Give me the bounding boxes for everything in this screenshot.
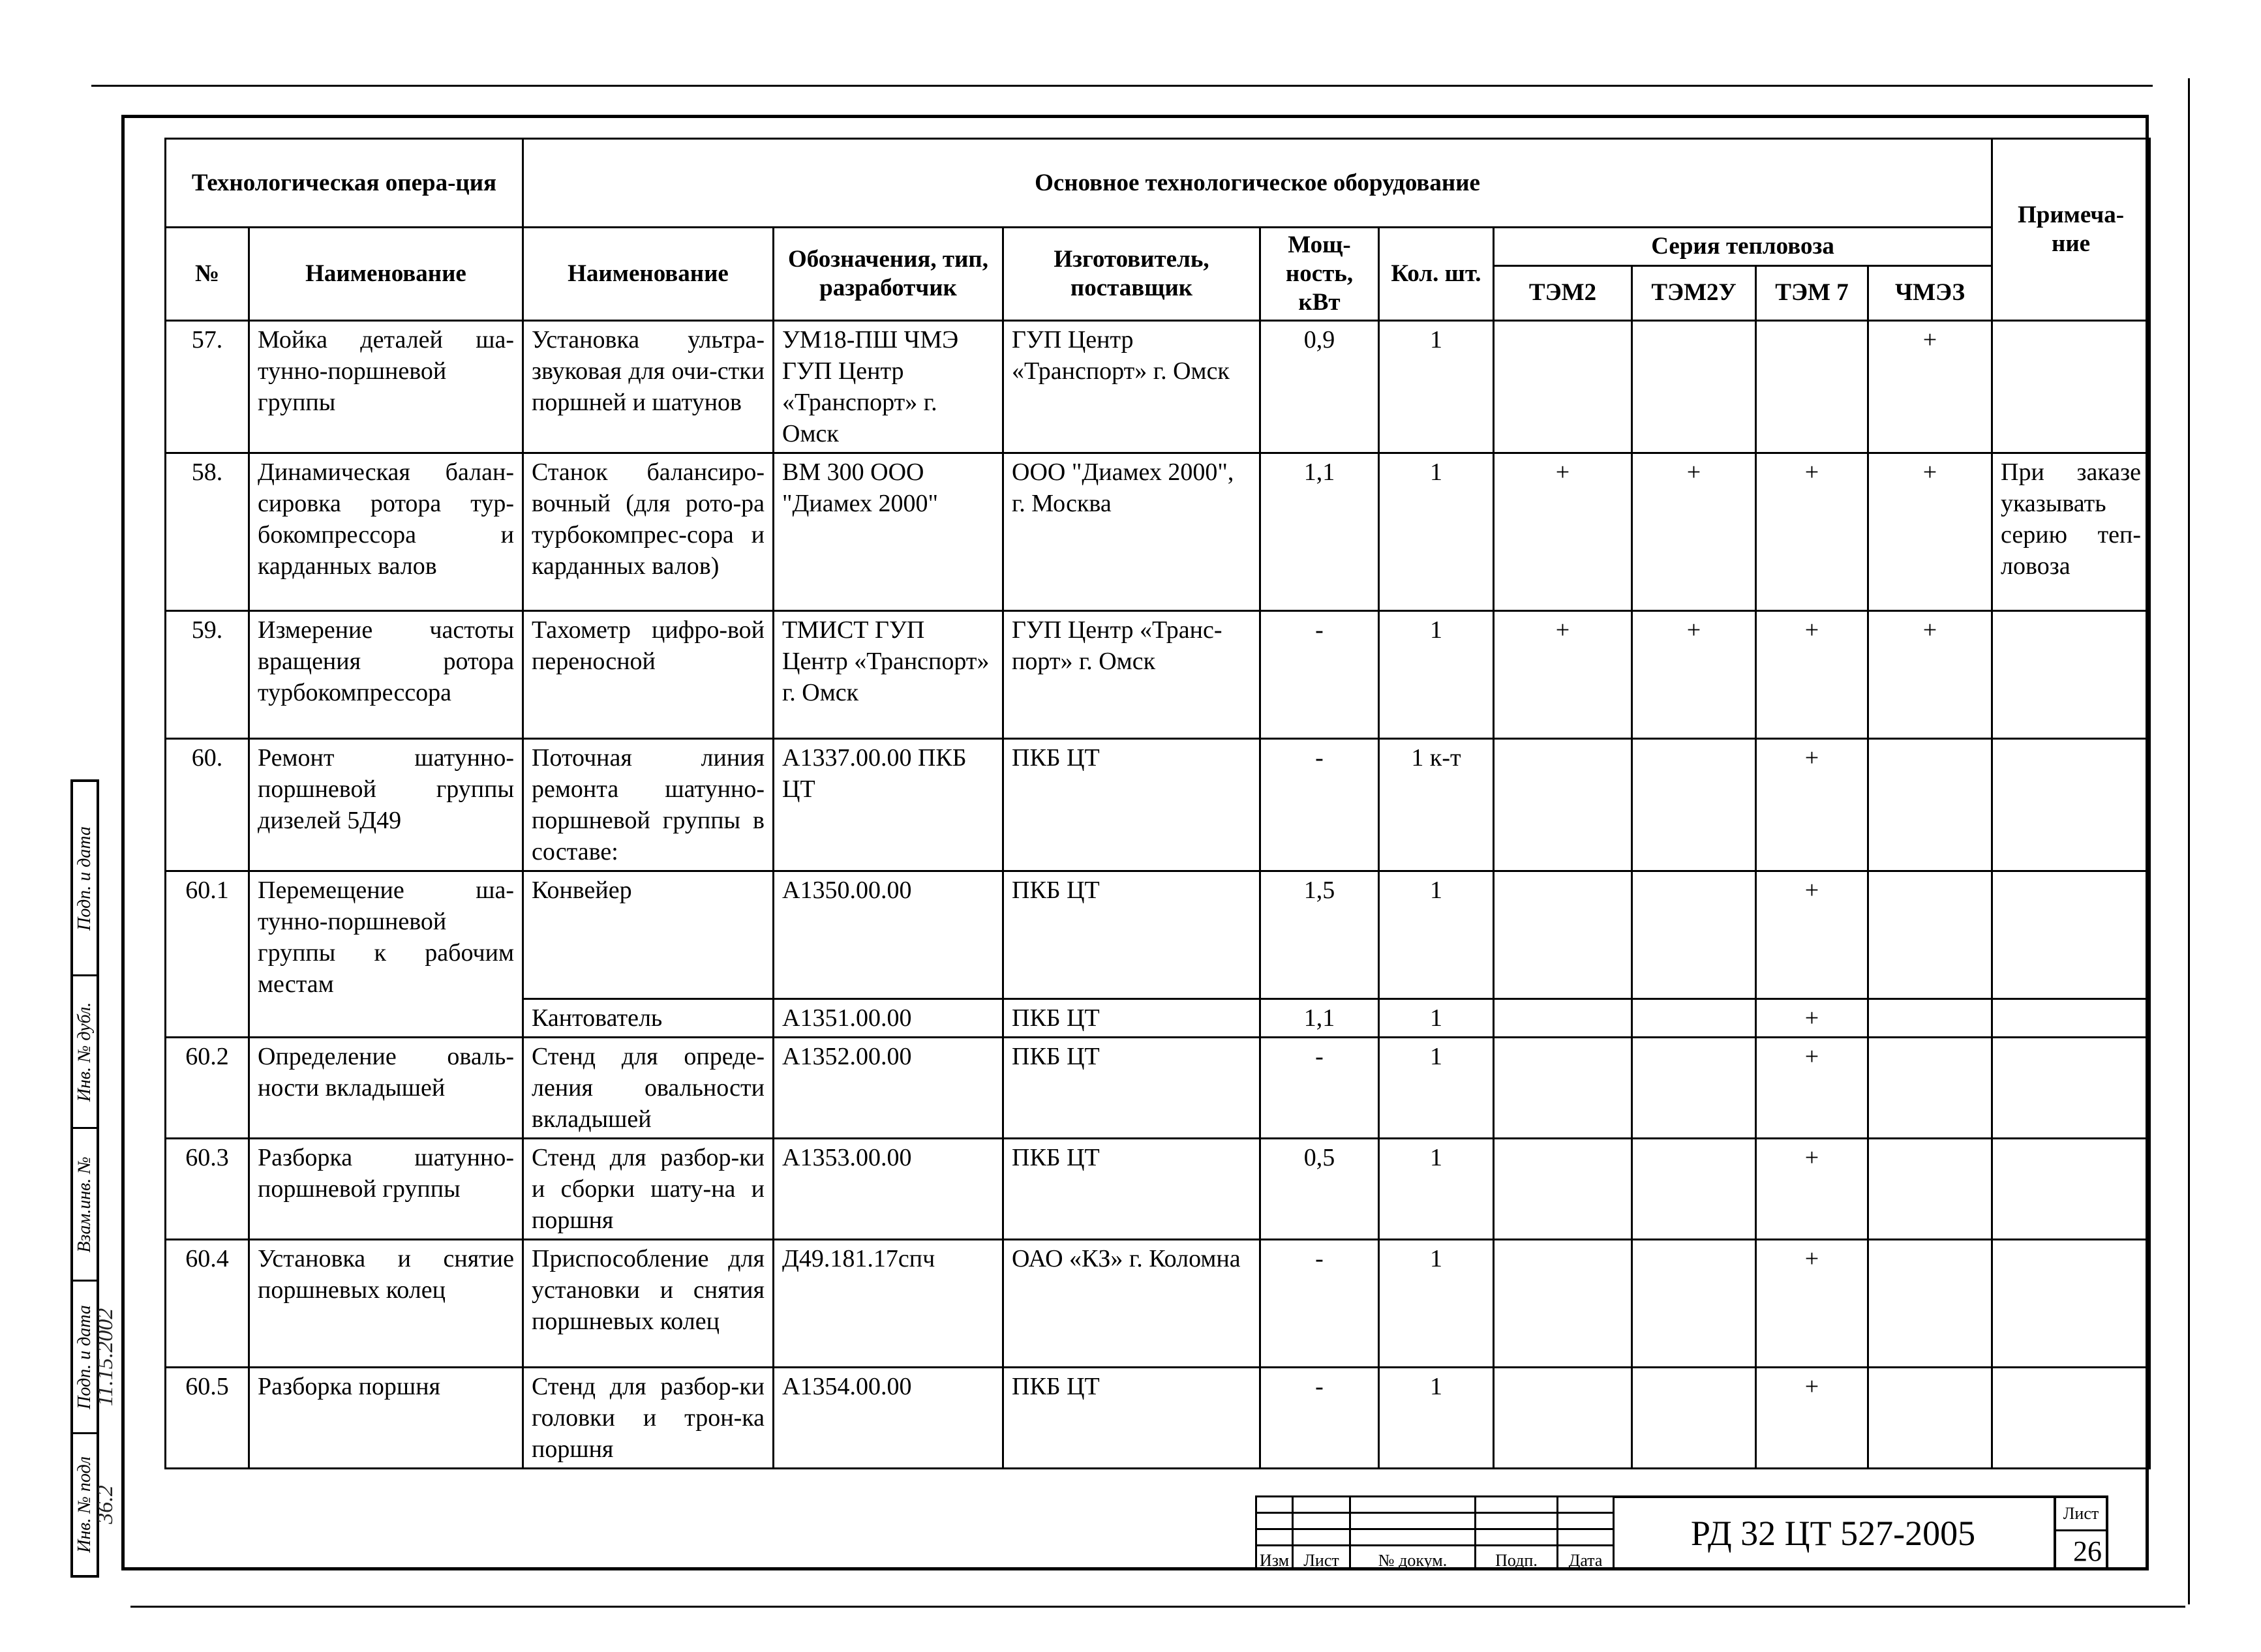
row-chme3	[1868, 1240, 1992, 1368]
row-tem2: +	[1494, 453, 1632, 611]
row-operation: Динамическая балан-сировка ротора тур-бокомпрессора и карданных валов	[249, 453, 523, 611]
row-chme3	[1868, 999, 1992, 1038]
row-qty: 1	[1379, 1240, 1494, 1368]
row-num: 58.	[166, 453, 249, 611]
row-num: 60.5	[166, 1368, 249, 1469]
row-tem7: +	[1756, 1368, 1868, 1469]
row-note	[1992, 999, 2150, 1038]
row-power: -	[1260, 739, 1379, 871]
row-designation: А1350.00.00	[774, 871, 1003, 999]
row-num: 60.1	[166, 871, 249, 1038]
row-num: 57.	[166, 321, 249, 453]
row-tem2	[1494, 871, 1632, 999]
row-power: 0,9	[1260, 321, 1379, 453]
row-equipment: Стенд для разбор-ки головки и трон-ка поршня	[523, 1368, 774, 1469]
row-tem7: +	[1756, 1139, 1868, 1240]
title-block	[1255, 1495, 2149, 1570]
row-tem2u	[1632, 999, 1756, 1038]
header-note: Примеча-ние	[1992, 139, 2150, 321]
tb-doc-label: № докум.	[1350, 1545, 1476, 1569]
row-tem7: +	[1756, 1038, 1868, 1139]
row-note: При заказе указывать серию теп-ловоза	[1992, 453, 2150, 611]
row-power: -	[1260, 1368, 1379, 1469]
header-series: Серия тепловоза	[1494, 228, 1992, 266]
row-tem2	[1494, 1139, 1632, 1240]
side-label-sign-date-1: Подп. и дата	[74, 826, 95, 931]
row-manufacturer: ПКБ ЦТ	[1003, 1368, 1260, 1469]
equipment-table	[164, 138, 2151, 1469]
row-designation: А1351.00.00	[774, 999, 1003, 1038]
table-row	[166, 739, 2150, 871]
row-equipment: Стенд для разбор-ки и сборки шату-на и поршня	[523, 1139, 774, 1240]
document-code: РД 32 ЦТ 527-2005	[1613, 1495, 2056, 1570]
table-row	[166, 611, 2150, 739]
row-manufacturer: ПКБ ЦТ	[1003, 739, 1260, 871]
row-tem2u	[1632, 1139, 1756, 1240]
row-qty: 1	[1379, 321, 1494, 453]
row-qty: 1 к-т	[1379, 739, 1494, 871]
table-row	[166, 1139, 2150, 1240]
side-label-orig-inv: Инв. № подл	[74, 1456, 95, 1553]
row-note	[1992, 321, 2150, 453]
row-designation: Д49.181.17спч	[774, 1240, 1003, 1368]
row-note	[1992, 871, 2150, 999]
row-tem2	[1494, 1038, 1632, 1139]
row-chme3: +	[1868, 453, 1992, 611]
handwritten-date: 11.15.2002	[93, 1308, 118, 1406]
header-tech-operation: Технологическая опера-ция	[166, 139, 523, 228]
row-qty: 1	[1379, 871, 1494, 999]
header-series-chme3: ЧМЭЗ	[1868, 265, 1992, 320]
top-trim-line	[91, 85, 2153, 87]
row-tem2u	[1632, 321, 1756, 453]
side-cell-orig-inv	[73, 1434, 118, 1575]
row-note	[1992, 1368, 2150, 1469]
row-equipment: Поточная линия ремонта шатунно-поршневой группы в составе:	[523, 739, 774, 871]
row-tem2: +	[1494, 611, 1632, 739]
row-tem7: +	[1756, 1240, 1868, 1368]
row-qty: 1	[1379, 453, 1494, 611]
row-manufacturer: ПКБ ЦТ	[1003, 1139, 1260, 1240]
tb-sign-label: Подп.	[1476, 1545, 1558, 1569]
row-equipment: Станок балансиро-вочный (для рото-ра турбокомпрес-сора и карданных валов)	[523, 453, 774, 611]
row-equipment: Кантователь	[523, 999, 774, 1038]
row-chme3: +	[1868, 611, 1992, 739]
side-stamp	[70, 779, 118, 1578]
row-designation: УМ18-ПШ ЧМЭ ГУП Центр «Транспорт» г. Омск	[774, 321, 1003, 453]
row-num: 59.	[166, 611, 249, 739]
row-tem2u: +	[1632, 453, 1756, 611]
row-operation: Измерение частоты вращения ротора турбокомпрессора	[249, 611, 523, 739]
row-note	[1992, 1038, 2150, 1139]
row-designation: А1353.00.00	[774, 1139, 1003, 1240]
row-num: 60.2	[166, 1038, 249, 1139]
tb-date-label: Дата	[1558, 1545, 1614, 1569]
row-num: 60.4	[166, 1240, 249, 1368]
header-designation: Обозначения, тип, разработчик	[774, 228, 1003, 321]
side-cell-dup-inv	[73, 976, 97, 1129]
header-main-equipment: Основное технологическое оборудование	[523, 139, 1992, 228]
row-num: 60.	[166, 739, 249, 871]
bottom-trim-line	[130, 1606, 2185, 1608]
row-note	[1992, 739, 2150, 871]
side-label-repl-inv: Взам.инв. №	[74, 1156, 95, 1253]
row-manufacturer: ПКБ ЦТ	[1003, 1038, 1260, 1139]
row-tem2	[1494, 321, 1632, 453]
header-series-tem2: ТЭМ2	[1494, 265, 1632, 320]
header-num: №	[166, 228, 249, 321]
row-manufacturer: ОАО «КЗ» г. Коломна	[1003, 1240, 1260, 1368]
row-tem2u	[1632, 1038, 1756, 1139]
row-manufacturer: ООО "Диамех 2000", г. Москва	[1003, 453, 1260, 611]
row-tem7: +	[1756, 739, 1868, 871]
row-tem7: +	[1756, 999, 1868, 1038]
row-qty: 1	[1379, 1038, 1494, 1139]
revision-grid	[1255, 1495, 1615, 1570]
row-tem2	[1494, 999, 1632, 1038]
row-operation: Разборка поршня	[249, 1368, 523, 1469]
row-operation: Разборка шатунно-поршневой группы	[249, 1139, 523, 1240]
row-tem2u	[1632, 739, 1756, 871]
handwritten-inventory-number: 36.2	[93, 1485, 118, 1524]
row-chme3: +	[1868, 321, 1992, 453]
row-designation: А1354.00.00	[774, 1368, 1003, 1469]
row-power: 1,1	[1260, 999, 1379, 1038]
row-qty: 1	[1379, 1139, 1494, 1240]
row-tem7	[1756, 321, 1868, 453]
header-manufacturer: Изготовитель, поставщик	[1003, 228, 1260, 321]
row-manufacturer: ГУП Центр «Транспорт» г. Омск	[1003, 321, 1260, 453]
row-power: -	[1260, 1240, 1379, 1368]
side-cell-repl-inv	[73, 1129, 97, 1282]
row-operation: Установка и снятие поршневых колец	[249, 1240, 523, 1368]
row-designation: А1352.00.00	[774, 1038, 1003, 1139]
row-chme3	[1868, 1139, 1992, 1240]
row-note	[1992, 611, 2150, 739]
header-power: Мощ-ность, кВт	[1260, 228, 1379, 321]
row-tem7: +	[1756, 611, 1868, 739]
row-qty: 1	[1379, 1368, 1494, 1469]
row-designation: А1337.00.00 ПКБ ЦТ	[774, 739, 1003, 871]
row-operation: Определение оваль-ности вкладышей	[249, 1038, 523, 1139]
right-trim-line	[2188, 78, 2190, 1604]
side-label-dup-inv: Инв. № дубл.	[74, 1002, 95, 1102]
row-tem2	[1494, 1368, 1632, 1469]
row-qty: 1	[1379, 611, 1494, 739]
table-row	[166, 1240, 2150, 1368]
header-series-tem7: ТЭМ 7	[1756, 265, 1868, 320]
sheet-box	[2056, 1495, 2108, 1570]
row-num: 60.3	[166, 1139, 249, 1240]
row-manufacturer: ГУП Центр «Транс-порт» г. Омск	[1003, 611, 1260, 739]
row-tem2	[1494, 739, 1632, 871]
row-operation: Мойка деталей ша-тунно-поршневой группы	[249, 321, 523, 453]
header-op-name: Наименование	[249, 228, 523, 321]
table-row	[166, 871, 2150, 999]
sheet-number: 26	[2073, 1535, 2102, 1567]
row-power: 1,5	[1260, 871, 1379, 999]
row-tem2	[1494, 1240, 1632, 1368]
row-chme3	[1868, 1368, 1992, 1469]
row-equipment: Стенд для опреде-ления овальности вкладышей	[523, 1038, 774, 1139]
row-tem2u	[1632, 871, 1756, 999]
row-designation: ТМИСТ ГУП Центр «Транспорт» г. Омск	[774, 611, 1003, 739]
header-series-tem2u: ТЭМ2У	[1632, 265, 1756, 320]
row-equipment: Установка ультра-звуковая для очи-стки поршней и шатунов	[523, 321, 774, 453]
row-manufacturer: ПКБ ЦТ	[1003, 871, 1260, 999]
row-note	[1992, 1139, 2150, 1240]
table-row	[166, 1038, 2150, 1139]
row-operation: Перемещение ша-тунно-поршневой группы к рабочим местам	[249, 871, 523, 1038]
row-power: 1,1	[1260, 453, 1379, 611]
tb-izm-label: Изм	[1256, 1545, 1293, 1569]
header-qty: Кол. шт.	[1379, 228, 1494, 321]
tb-list-label: Лист	[1293, 1545, 1350, 1569]
row-tem7: +	[1756, 453, 1868, 611]
sheet-label: Лист	[2056, 1498, 2106, 1531]
row-tem2u: +	[1632, 611, 1756, 739]
row-power: -	[1260, 611, 1379, 739]
row-equipment: Тахометр цифро-вой переносной	[523, 611, 774, 739]
row-tem7: +	[1756, 871, 1868, 999]
table-row	[166, 321, 2150, 453]
row-chme3	[1868, 1038, 1992, 1139]
row-tem2u	[1632, 1240, 1756, 1368]
row-designation: ВМ 300 ООО "Диамех 2000"	[774, 453, 1003, 611]
header-eq-name: Наименование	[523, 228, 774, 321]
row-operation: Ремонт шатунно-поршневой группы дизелей 5Д49	[249, 739, 523, 871]
row-note	[1992, 1240, 2150, 1368]
side-cell-sign-date-1	[73, 782, 97, 976]
side-label-sign-date-2: Подп. и дата	[74, 1304, 95, 1409]
table-row	[166, 1368, 2150, 1469]
row-manufacturer: ПКБ ЦТ	[1003, 999, 1260, 1038]
row-chme3	[1868, 871, 1992, 999]
table-row	[166, 453, 2150, 611]
row-equipment: Приспособление для установки и снятия поршневых колец	[523, 1240, 774, 1368]
row-chme3	[1868, 739, 1992, 871]
row-power: 0,5	[1260, 1139, 1379, 1240]
row-tem2u	[1632, 1368, 1756, 1469]
side-cell-sign-date-2	[73, 1282, 118, 1434]
row-qty: 1	[1379, 999, 1494, 1038]
row-power: -	[1260, 1038, 1379, 1139]
row-equipment: Конвейер	[523, 871, 774, 999]
